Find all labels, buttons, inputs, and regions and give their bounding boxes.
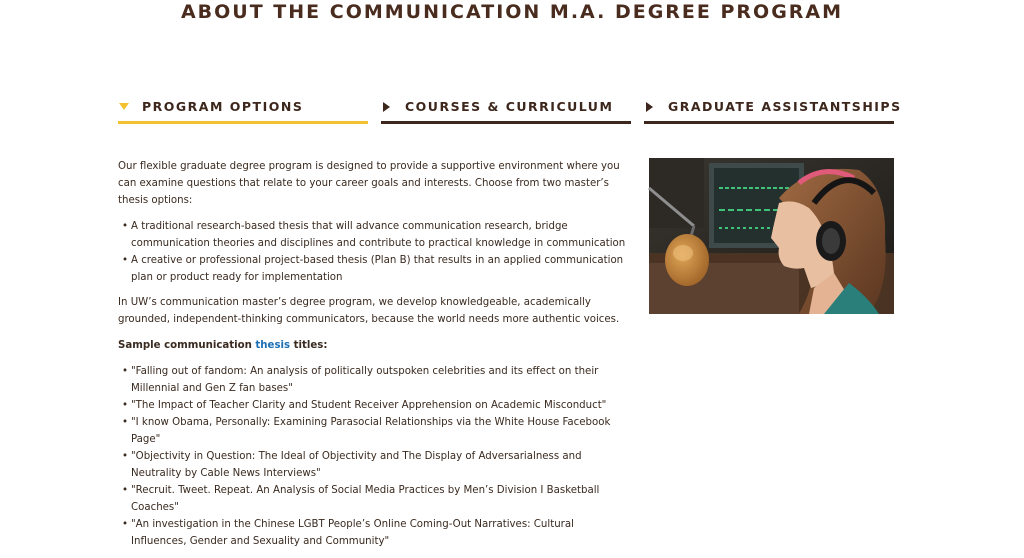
- closing-paragraph: In UW’s communication master’s degree program, we develop knowledgeable, academically grounded, independent-thinking communicators, because the world needs more authentic voices.: [118, 297, 620, 325]
- heading-text: titles:: [290, 340, 328, 351]
- intro-paragraph: Our flexible graduate degree program is designed to provide a supportive environment where you can examine questions that relate to your career goals and interests. Choose from two master’s thesis options:: [118, 161, 620, 206]
- tab-label: GRADUATE ASSISTANTSHIPS: [668, 99, 902, 114]
- triangle-right-icon: [383, 102, 390, 112]
- page-title: ABOUT THE COMMUNICATION M.A. DEGREE PROGRAM: [180, 1, 844, 23]
- program-options-panel: [118, 158, 630, 558]
- triangle-down-icon: [119, 103, 129, 110]
- list-item: • "Objectivity in Question: The Ideal of Objectivity and The Display of Adversarialness and Neutrality by Cable News Interviews": [118, 448, 630, 482]
- heading-text: Sample communication: [118, 340, 256, 351]
- list-item: • A creative or professional project-based thesis (Plan B) that results in an applied communication plan or product ready for implementation: [118, 252, 630, 286]
- list-item: • "Falling out of fandom: An analysis of politically outspoken celebrities and its effect on their Millennial and Gen Z fan bases": [118, 363, 630, 397]
- list-item: • A traditional research-based thesis that will advance communication research, bridge communication theories and disciplines and contribute to practical knowledge in communication: [118, 218, 630, 252]
- tab-bar: [118, 96, 902, 126]
- thesis-titles-list: [118, 363, 630, 550]
- student-radio-photo: [649, 158, 894, 314]
- thesis-link[interactable]: thesis: [255, 340, 291, 351]
- triangle-right-icon: [646, 102, 653, 112]
- list-item: • "I know Obama, Personally: Examining Parasocial Relationships via the White House Facebook Page": [118, 414, 630, 448]
- list-item: • "Recruit. Tweet. Repeat. An Analysis of Social Media Practices by Men’s Division I Basketball Coaches": [118, 482, 630, 516]
- tab-label: PROGRAM OPTIONS: [142, 99, 304, 114]
- sample-titles-heading: [118, 337, 630, 354]
- tab-graduate-assistantships[interactable]: [644, 96, 902, 124]
- tab-label: COURSES & CURRICULUM: [405, 99, 614, 114]
- tab-program-options[interactable]: [118, 96, 368, 124]
- thesis-options-list: [118, 218, 630, 286]
- list-item: • "An investigation in the Chinese LGBT People’s Online Coming-Out Narratives: Cultural Influences, Gender and Sexuality and Community": [118, 516, 630, 550]
- tab-courses-curriculum[interactable]: [381, 96, 631, 124]
- list-item: • "The Impact of Teacher Clarity and Student Receiver Apprehension on Academic Misconduct": [118, 397, 630, 414]
